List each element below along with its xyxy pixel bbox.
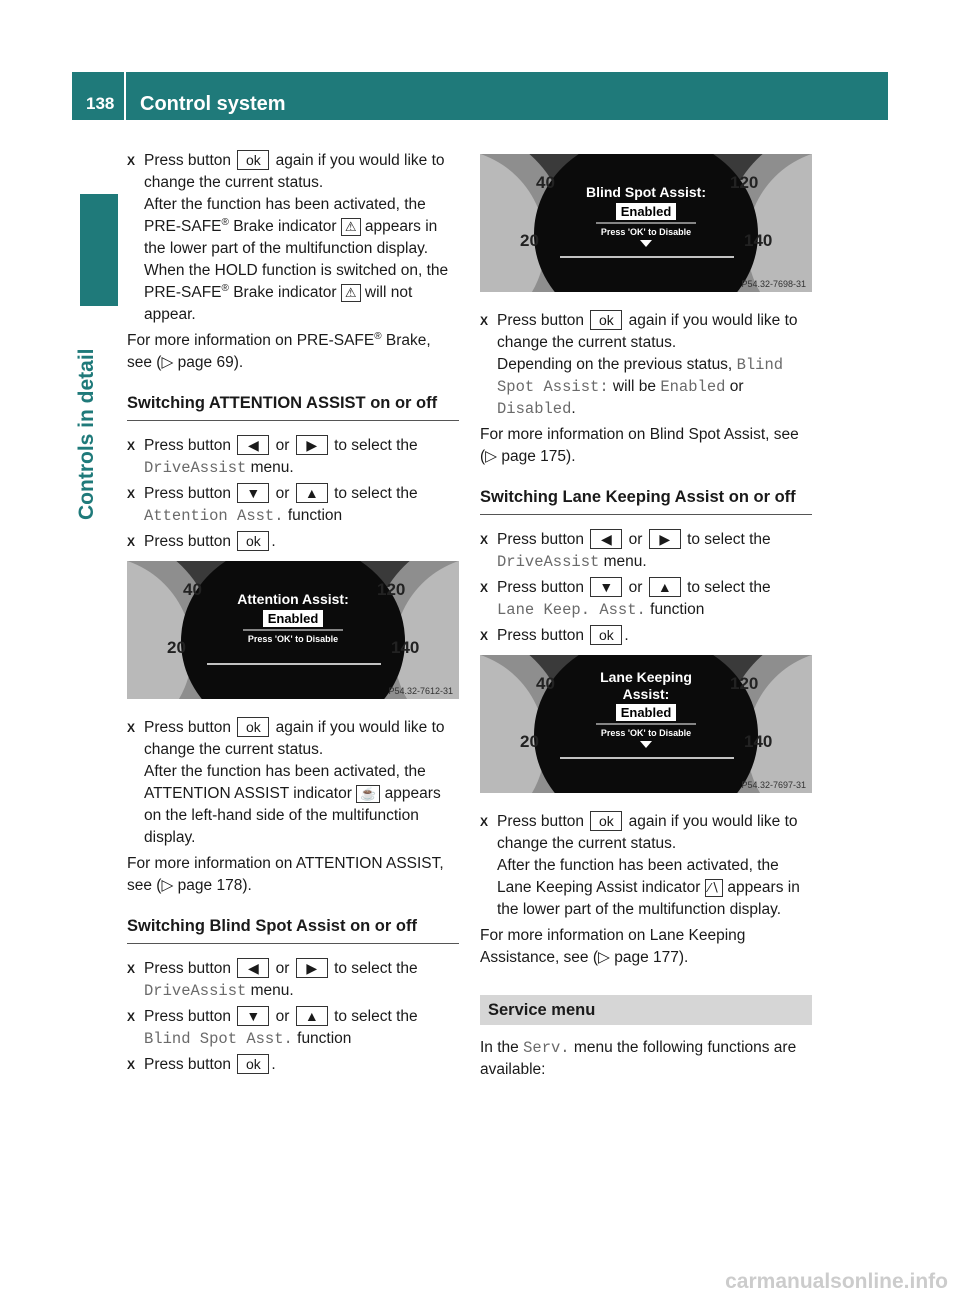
right-key: ▶ bbox=[296, 435, 328, 455]
svg-text:20: 20 bbox=[520, 732, 539, 751]
ok-key: ok bbox=[237, 531, 269, 551]
svg-text:140: 140 bbox=[744, 732, 773, 751]
page-title: Control system bbox=[140, 93, 286, 115]
step-item: X Press button ▼ or ▲ to select the Blind Spot Asst. function bbox=[127, 1008, 418, 1048]
svg-text:140: 140 bbox=[744, 231, 773, 250]
svg-text:Lane Keeping: Lane Keeping bbox=[600, 669, 692, 685]
step-item: X Press button ok again if you would like to change the current status. After the function has been activated, the Lane Keeping Assist indicator ∕∖ appears in the lower part of the multifunction display. bbox=[480, 813, 800, 918]
svg-text:Press 'OK' to Disable: Press 'OK' to Disable bbox=[600, 728, 692, 738]
page-number: 138 bbox=[86, 94, 115, 113]
presafe-indicator-icon: ⚠ bbox=[341, 284, 361, 302]
step-marker: X bbox=[127, 439, 136, 453]
step-item: X Press button ◀ or ▶ to select the DriveAssist menu. bbox=[127, 960, 418, 1000]
step-marker: X bbox=[127, 1010, 136, 1024]
up-key: ▲ bbox=[296, 483, 328, 503]
ok-key: ok bbox=[590, 625, 622, 645]
step-marker: X bbox=[127, 535, 136, 549]
step-item: X Press button ▼ or ▲ to select the Lane Keep. Asst. function bbox=[480, 579, 771, 619]
step-item: X Press button ◀ or ▶ to select the DriveAssist menu. bbox=[480, 531, 771, 571]
down-key: ▼ bbox=[590, 577, 622, 597]
svg-text:Assist:: Assist: bbox=[622, 686, 670, 702]
attention-assist-indicator-icon: ☕ bbox=[356, 785, 380, 803]
svg-text:Blind Spot Assist:: Blind Spot Assist: bbox=[585, 184, 707, 200]
svg-text:Enabled: Enabled bbox=[620, 705, 672, 720]
svg-text:20: 20 bbox=[167, 638, 186, 657]
ok-key: ok bbox=[237, 1054, 269, 1074]
lane-keeping-indicator-icon: ∕∖ bbox=[705, 879, 723, 897]
info-paragraph: For more information on PRE-SAFE® Brake, see (▷ page 69). bbox=[127, 330, 431, 371]
step-marker: X bbox=[480, 815, 489, 829]
step-marker: X bbox=[480, 629, 489, 643]
svg-text:40: 40 bbox=[183, 580, 202, 599]
ok-key: ok bbox=[590, 310, 622, 330]
up-key: ▲ bbox=[296, 1006, 328, 1026]
step-marker: X bbox=[127, 721, 136, 735]
info-paragraph: For more information on Blind Spot Assist, see (▷ page 175). bbox=[480, 426, 799, 465]
svg-text:P54.32-7612-31: P54.32-7612-31 bbox=[388, 686, 453, 696]
svg-text:P54.32-7698-31: P54.32-7698-31 bbox=[741, 279, 806, 289]
left-key: ◀ bbox=[237, 958, 269, 978]
info-paragraph: For more information on Lane Keeping Assistance, see (▷ page 177). bbox=[480, 927, 746, 966]
svg-text:40: 40 bbox=[536, 173, 555, 192]
step-item: X Press button ok . bbox=[127, 531, 459, 553]
step-marker: X bbox=[127, 962, 136, 976]
step-item: X Press button ok again if you would like to change the current status. After the function has been activated, the PRE-SAFE® Brake indicator ⚠ appears in the lower part of the multifunction display. When the HOLD function is switched on, the PRE-SAFE® Brake indicator ⚠ will not appear. bbox=[127, 152, 449, 323]
step-item: X Press button ok . bbox=[127, 1054, 459, 1076]
step-marker: X bbox=[127, 1058, 136, 1072]
svg-text:120: 120 bbox=[377, 580, 406, 599]
step-marker: X bbox=[480, 581, 489, 595]
step-item: X Press button ok again if you would like to change the current status. After the function has been activated, the ATTENTION ASSIST indicator ☕ appears on the left-hand side of the multifunction display. bbox=[127, 719, 445, 846]
header-divider bbox=[124, 72, 126, 120]
svg-text:Enabled: Enabled bbox=[267, 611, 319, 626]
left-key: ◀ bbox=[590, 529, 622, 549]
up-key: ▲ bbox=[649, 577, 681, 597]
info-paragraph: For more information on ATTENTION ASSIST, see (▷ page 178). bbox=[127, 855, 444, 894]
right-column bbox=[480, 146, 812, 1085]
step-item: X Press button ▼ or ▲ to select the Attention Asst. function bbox=[127, 485, 418, 525]
service-menu-heading: Service menu bbox=[480, 995, 812, 1025]
down-key: ▼ bbox=[237, 483, 269, 503]
step-item: X Press button ok . bbox=[480, 625, 812, 647]
svg-text:Press 'OK' to Disable: Press 'OK' to Disable bbox=[247, 634, 339, 644]
step-marker: X bbox=[127, 154, 136, 168]
watermark: carmanualsonline.info bbox=[725, 1270, 948, 1293]
dashboard-image-attention-assist bbox=[127, 561, 459, 699]
service-intro: In the Serv. menu the following functions are available: bbox=[480, 1039, 797, 1078]
svg-text:Enabled: Enabled bbox=[620, 204, 672, 219]
section-heading: Switching Lane Keeping Assist on or off bbox=[480, 480, 812, 515]
ok-key: ok bbox=[237, 717, 269, 737]
ok-key: ok bbox=[237, 150, 269, 170]
svg-text:120: 120 bbox=[730, 674, 759, 693]
svg-text:P54.32-7697-31: P54.32-7697-31 bbox=[741, 780, 806, 790]
side-tab-strip bbox=[80, 194, 118, 306]
svg-text:Press 'OK' to Disable: Press 'OK' to Disable bbox=[600, 227, 692, 237]
section-heading: Switching Blind Spot Assist on or off bbox=[127, 909, 459, 944]
step-marker: X bbox=[127, 487, 136, 501]
section-heading: Switching ATTENTION ASSIST on or off bbox=[127, 386, 459, 421]
svg-text:20: 20 bbox=[520, 231, 539, 250]
left-column bbox=[127, 150, 459, 1080]
side-tab-label: Controls in detail bbox=[75, 348, 98, 520]
step-marker: X bbox=[480, 533, 489, 547]
svg-text:40: 40 bbox=[536, 674, 555, 693]
svg-text:140: 140 bbox=[391, 638, 420, 657]
right-key: ▶ bbox=[649, 529, 681, 549]
presafe-indicator-icon: ⚠ bbox=[341, 218, 361, 236]
down-key: ▼ bbox=[237, 1006, 269, 1026]
right-key: ▶ bbox=[296, 958, 328, 978]
step-item: X Press button ok again if you would like to change the current status. Depending on the previous status, Blind Spot Assist: will be Enabled or Disabled. bbox=[480, 312, 798, 418]
left-key: ◀ bbox=[237, 435, 269, 455]
svg-text:Attention Assist:: Attention Assist: bbox=[237, 591, 349, 607]
dashboard-image-blind-spot-assist bbox=[480, 154, 812, 292]
svg-text:120: 120 bbox=[730, 173, 759, 192]
step-item: X Press button ◀ or ▶ to select the DriveAssist menu. bbox=[127, 437, 418, 477]
ok-key: ok bbox=[590, 811, 622, 831]
dashboard-image-lane-keeping-assist bbox=[480, 655, 812, 793]
step-marker: X bbox=[480, 314, 489, 328]
